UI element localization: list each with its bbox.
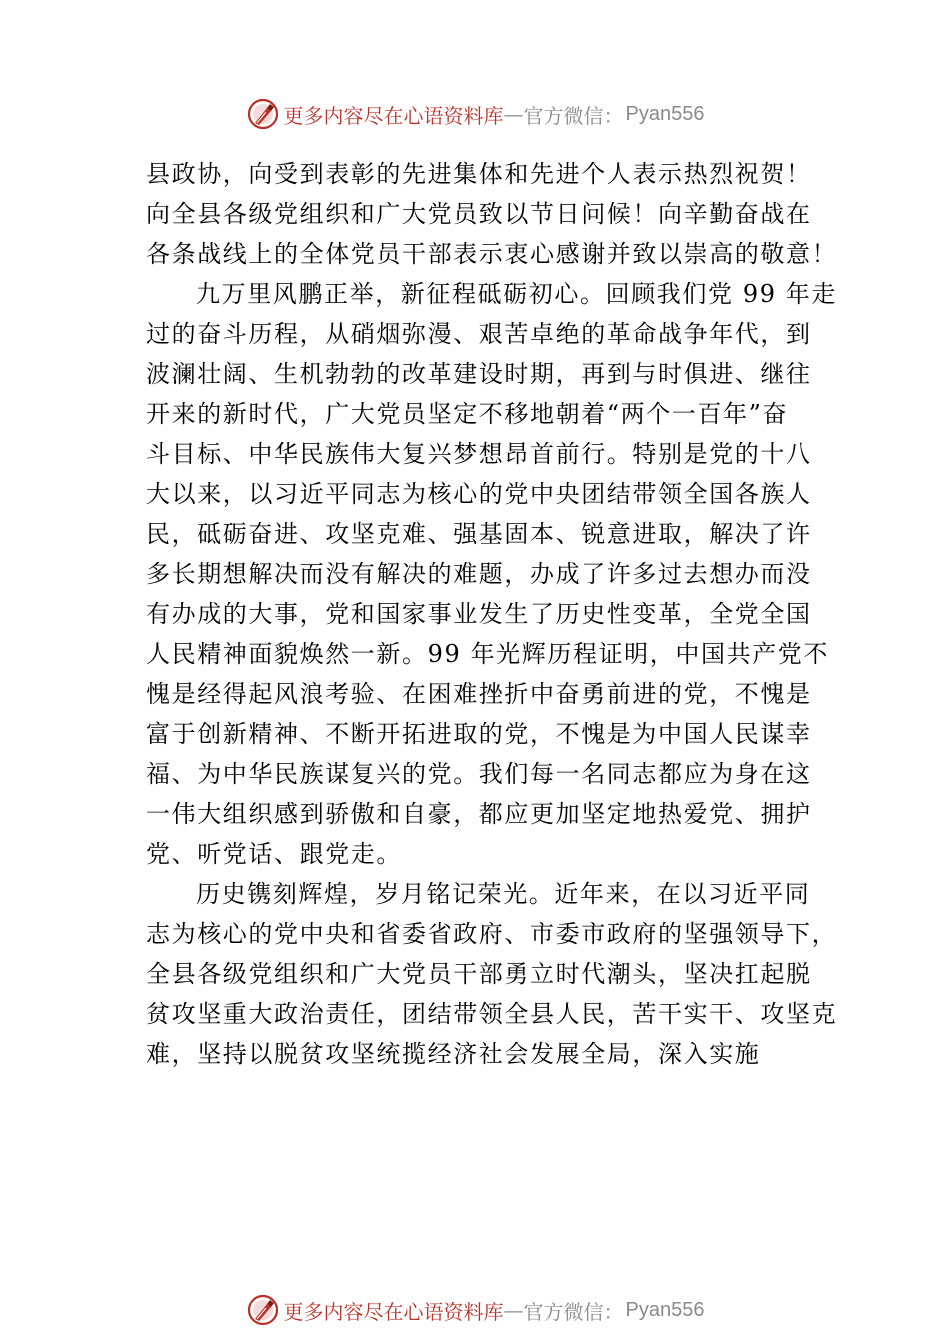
banner-wechat-label: 官方微信： [523,1299,624,1324]
banner-separator: — [503,102,524,126]
text-line: 波澜壮阔、生机勃勃的改革建设时期，再到与时俱进、继往 [146,360,812,388]
text-line: 人民精神面貌焕然一新。99 年光辉历程证明，中国共产党不 [146,640,829,668]
text-line: 各条战线上的全体党员干部表示衷心感谢并致以崇高的敬意！ [146,240,838,268]
text-line: 向全县各级党组织和广大党员致以节日问候！向辛勤奋战在 [146,200,812,228]
text-line: 过的奋斗历程，从硝烟弥漫、艰苦卓绝的革命战争年代，到 [146,320,812,348]
banner-site-name: 更多内容尽在心语资料库 [283,103,504,128]
banner-wechat-id: Pyan556 [625,102,705,125]
pen-nib-logo-icon [246,1293,280,1327]
text-line: 多长期想解决而没有解决的难题，办成了许多过去想办而没 [146,560,812,588]
text-line: 斗目标、中华民族伟大复兴梦想昂首前行。特别是党的十八 [146,440,812,468]
text-line: 富于创新精神、不断开拓进取的党，不愧是为中国人民谋幸 [146,720,812,748]
banner-wechat-label: 官方微信： [523,103,624,128]
text-line: 难，坚持以脱贫攻坚统揽经济社会发展全局，深入实施 [146,1040,761,1068]
document-body [146,154,838,1074]
text-line: 一伟大组织感到骄傲和自豪，都应更加坚定地热爱党、拥护 [146,800,812,828]
banner-separator: — [503,1298,524,1322]
text-line: 福、为中华民族谋复兴的党。我们每一名同志都应为身在这 [146,760,812,788]
text-line: 愧是经得起风浪考验、在困难挫折中奋勇前进的党，不愧是 [146,680,812,708]
text-line: 开来的新时代，广大党员坚定不移地朝着“两个一百年”奋 [146,400,789,428]
text-line: 大以来，以习近平同志为核心的党中央团结带领全国各族人 [146,480,812,508]
text-line: 历史镌刻辉煌，岁月铭记荣光。近年来，在以习近平同 [196,880,811,908]
text-line: 民，砥砺奋进、攻坚克难、强基固本、锐意进取，解决了许 [146,520,812,548]
text-line: 有办成的大事，党和国家事业发生了历史性变革，全党全国 [146,600,812,628]
text-line: 县政协，向受到表彰的先进集体和先进个人表示热烈祝贺！ [146,160,812,188]
text-line: 全县各级党组织和广大党员干部勇立时代潮头，坚决扛起脱 [146,960,812,988]
pen-nib-logo-icon [246,97,280,131]
text-line: 党、听党话、跟党走。 [146,840,402,868]
footer-banner [0,1290,950,1330]
banner-site-name: 更多内容尽在心语资料库 [283,1299,504,1324]
banner-wechat-id: Pyan556 [625,1298,705,1321]
header-banner [0,94,950,134]
text-line: 志为核心的党中央和省委省政府、市委市政府的坚强领导下， [146,920,838,948]
text-line: 九万里风鹏正举，新征程砥砺初心。回顾我们党 99 年走 [196,280,837,308]
text-line: 贫攻坚重大政治责任，团结带领全县人民，苦干实干、攻坚克 [146,1000,838,1028]
